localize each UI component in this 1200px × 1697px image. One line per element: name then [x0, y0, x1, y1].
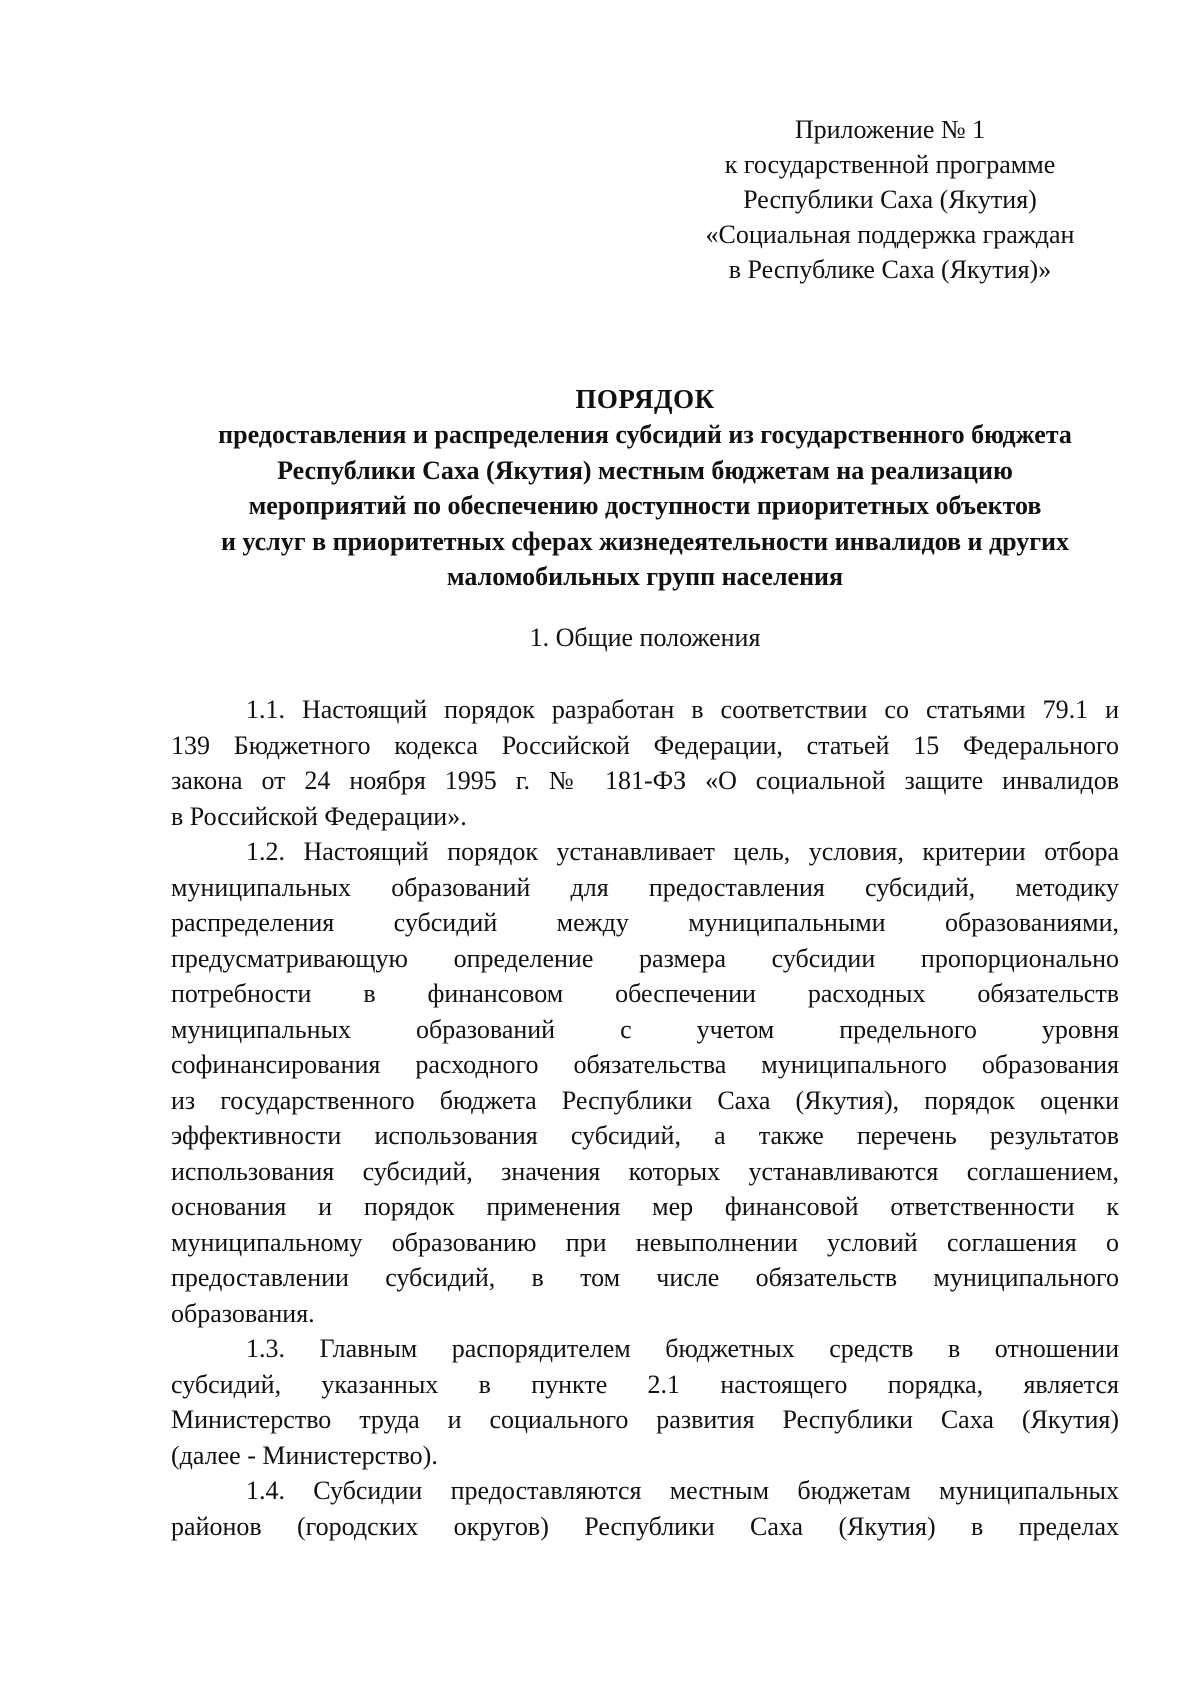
- appendix-line: «Социальная поддержка граждан: [705, 220, 1075, 249]
- paragraph-line: 1.4. Субсидии предоставляются местным бюджетам муниципальных: [246, 1476, 1119, 1505]
- appendix-line: Республики Саха (Якутия): [743, 185, 1037, 214]
- appendix-note: [680, 112, 1100, 287]
- document-title-block: [160, 382, 1130, 595]
- paragraph-line: эффективности использования субсидий, а также перечень результатов: [171, 1121, 1119, 1150]
- paragraph-line: Министерство труда и социального развития Республики Саха (Якутия): [171, 1405, 1119, 1434]
- document-body: [171, 692, 1119, 1544]
- paragraph-line: софинансирования расходного обязательства муниципального образования: [171, 1050, 1119, 1079]
- section-heading: 1. Общие положения: [529, 623, 761, 652]
- paragraph-line: 1.2. Настоящий порядок устанавливает цель, условия, критерии отбора: [246, 837, 1119, 866]
- document-title: ПОРЯДОК: [575, 384, 715, 414]
- subtitle-line: предоставления и распределения субсидий из государственного бюджета: [218, 420, 1072, 449]
- paragraph-line: предусматривающую определение размера субсидии пропорционально: [171, 943, 1119, 973]
- paragraph-1-4: [171, 1473, 1119, 1544]
- document-subtitle: [160, 417, 1130, 595]
- paragraph-1-3: [171, 1331, 1119, 1473]
- paragraph-line: субсидий, указанных в пункте 2.1 настоящего порядка, является: [171, 1369, 1119, 1399]
- paragraph-line: 1.1. Настоящий порядок разработан в соответствии со статьями 79.1 и: [246, 695, 1119, 724]
- paragraph-line: основания и порядок применения мер финансовой ответственности к: [171, 1192, 1119, 1221]
- paragraph-line: 1.3. Главным распорядителем бюджетных средств в отношении: [246, 1334, 1119, 1363]
- subtitle-line: маломобильных групп населения: [446, 562, 844, 591]
- paragraph-line: муниципальному образованию при невыполнении условий соглашения о: [171, 1227, 1119, 1257]
- appendix-line: в Республике Саха (Якутия)»: [728, 255, 1052, 284]
- paragraph-line: муниципальных образований с учетом предельного уровня: [171, 1014, 1119, 1044]
- subtitle-line: и услуг в приоритетных сферах жизнедеятельности инвалидов и других: [220, 526, 1070, 556]
- paragraph-line: районов (городских округов) Республики Саха (Якутия) в пределах: [171, 1511, 1119, 1541]
- paragraph-line: использования субсидий, значения которых устанавливаются соглашением,: [171, 1156, 1119, 1186]
- subtitle-line: Республики Саха (Якутия) местным бюджетам на реализацию: [277, 455, 1013, 485]
- paragraph-line: муниципальных образований для предоставления субсидий, методику: [171, 872, 1119, 902]
- paragraph-line: (далее - Министерство).: [171, 1440, 438, 1470]
- paragraph-line: распределения субсидий между муниципальными образованиями,: [171, 908, 1119, 937]
- paragraph-line: образования.: [171, 1298, 315, 1328]
- paragraph-line: в Российской Федерации».: [171, 801, 467, 831]
- appendix-line: Приложение № 1: [794, 115, 986, 144]
- paragraph-line: 139 Бюджетного кодекса Российской Федерации, статьей 15 Федерального: [171, 730, 1119, 760]
- paragraph-line: предоставлении субсидий, в том числе обязательств муниципального: [171, 1263, 1119, 1292]
- subtitle-line: мероприятий по обеспечению доступности приоритетных объектов: [248, 491, 1042, 520]
- paragraph-line: закона от 24 ноября 1995 г. № 181-ФЗ «О социальной защите инвалидов: [171, 766, 1119, 795]
- appendix-line: к государственной программе: [724, 150, 1056, 179]
- paragraph-1-1: [171, 692, 1119, 834]
- paragraph-1-2: [171, 834, 1119, 1331]
- paragraph-line: из государственного бюджета Республики Саха (Якутия), порядок оценки: [171, 1085, 1119, 1115]
- paragraph-line: потребности в финансовом обеспечении расходных обязательств: [171, 979, 1119, 1008]
